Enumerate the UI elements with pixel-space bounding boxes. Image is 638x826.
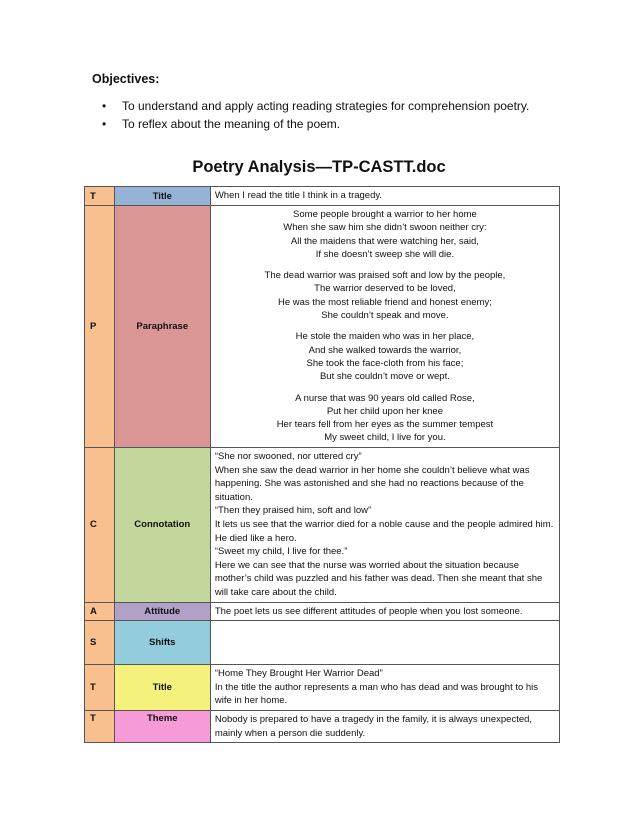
document-title: Poetry Analysis—TP-CASTT.doc [192, 158, 446, 176]
poem-line: She couldn’t speak and move. [321, 310, 449, 322]
row-content [210, 602, 559, 621]
row-content [210, 448, 559, 603]
poem-line: Some people brought a warrior to her home [293, 209, 477, 220]
content-line: “Then they praised him, soft and low” [214, 505, 372, 517]
row-label: Attitude [114, 602, 210, 621]
content-line: “She nor swooned, nor uttered cry” [214, 451, 362, 462]
row-content [210, 621, 559, 665]
table-row [85, 621, 560, 665]
row-letter: P [85, 206, 115, 448]
row-content [210, 665, 559, 711]
row-letter: S [85, 621, 115, 665]
content-line: “Sweet my child, I live for thee.” [214, 546, 348, 558]
poem-line: When she saw him she didn’t swoon neither cry: [283, 222, 487, 234]
row-letter: T [85, 665, 115, 711]
table-row [85, 187, 560, 206]
table-row [85, 602, 560, 621]
content-line: When she saw the dead warrior in her home she couldn’t believe what was happening. She was astonished and she had no reactions because of the situation. [214, 464, 530, 503]
objective-item: • To understand and apply acting reading strategies for comprehension poetry. [100, 98, 529, 116]
content-line: In the title the author represents a man who has dead and was brought to his wife in her home. [214, 681, 539, 707]
poem-line: Put her child upon her knee [326, 405, 444, 417]
content-line: It lets us see that the warrior died for a noble cause and the people admired him. He died like a hero. [214, 518, 554, 544]
content-line: The poet lets us see different attitudes of people when you lost someone. [214, 605, 523, 617]
content-line: When I read the title I think in a tragedy. [214, 190, 383, 201]
stanza [215, 330, 555, 383]
stanza [215, 208, 555, 261]
row-content [210, 187, 559, 206]
row-letter: T [85, 711, 115, 743]
content-line: “Home They Brought Her Warrior Dead” [214, 668, 383, 680]
poem-line: If she doesn’t sweep she will die. [315, 248, 455, 260]
row-label-text: Paraphrase [136, 321, 189, 332]
row-letter: A [85, 602, 115, 621]
row-label [114, 206, 210, 448]
poem-line: My sweet child, I live for you. [324, 432, 446, 444]
row-letter: T [85, 187, 115, 206]
row-letter: C [85, 448, 115, 603]
objectives-heading: Objectives: [92, 72, 160, 86]
table-row [85, 448, 560, 603]
tpcastt-table [84, 186, 560, 743]
row-label: Theme [114, 711, 210, 743]
content-line: Here we can see that the nurse was worried about the situation because mother’s child was puzzled and his father was dead. Then she meant that she will take care about the child. [214, 559, 543, 598]
objective-item: • To reflex about the meaning of the poem. [100, 116, 529, 134]
objectives-list [100, 98, 529, 133]
table-row [85, 711, 560, 743]
poem-line: The dead warrior was praised soft and low by the people, [264, 270, 506, 282]
row-content [210, 711, 559, 743]
row-label: Title [114, 187, 210, 206]
poem-line: He was the most reliable friend and honest enemy; [277, 296, 492, 308]
row-label: Shifts [114, 621, 210, 665]
poem-line: A nurse that was 90 years old called Rose, [295, 392, 475, 404]
poem-line: And she walked towards the warrior, [308, 344, 462, 356]
poem-line: All the maidens that were watching her, said, [290, 235, 479, 247]
content-line: Nobody is prepared to have a tragedy in the family, it is always unexpected, mainly when a person die suddenly. [214, 714, 533, 739]
table-row [85, 206, 560, 448]
poem-line: But she couldn’t move or wept. [319, 371, 450, 383]
row-label: Title [114, 665, 210, 711]
poem-line: He stole the maiden who was in her place, [295, 331, 475, 343]
poem-line: Her tears fell from her eyes as the summer tempest [276, 419, 494, 431]
poem-line: The warrior deserved to be loved, [314, 283, 456, 295]
stanza [215, 269, 555, 322]
row-label: Connotation [114, 448, 210, 603]
table-row [85, 665, 560, 711]
stanza [215, 392, 555, 445]
poem-line: She took the face-cloth from his face; [306, 357, 464, 369]
row-content [210, 206, 559, 448]
